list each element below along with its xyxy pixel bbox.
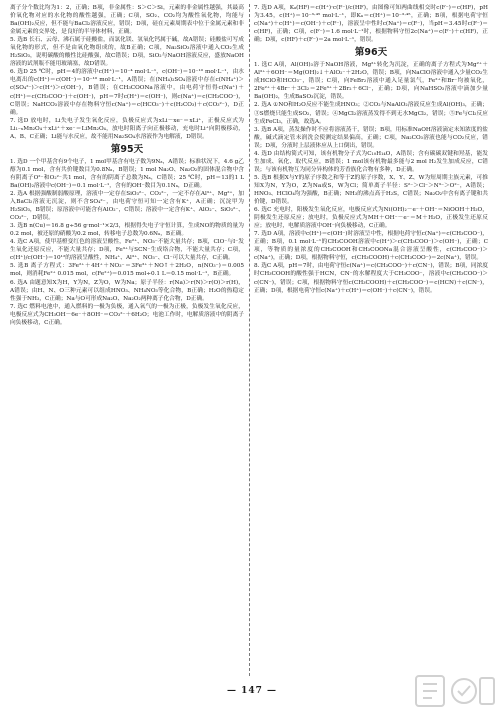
page-number: — 147 — bbox=[226, 686, 278, 696]
answer-paragraph: 6. 选D 25 ℃时，pH＝4的溶液中c(H⁺)＝10⁻⁴ mol·L⁻¹，c(OH⁻)＝10⁻¹⁰ mol·L⁻¹，由水电离出的c(H⁺)＝c(OH⁻)＝10⁻¹⁰ mol·L⁻¹，A错误；在(NH₄)₂SO₄溶液中存在c(NH₄⁺)＞c(SO₄²⁻)＞c(H⁺)＞c(OH⁻)，B错误；在CH₃COONa溶液中，由电荷守恒得c(Na⁺)＋c(H⁺)＝c(CH₃COO⁻)＋c(OH⁻)，pH＝7时c(H⁺)＝c(OH⁻)，则c(Na⁺)＝c(CH₃COO⁻)，C错误；NaHCO₃溶液中存在物料守恒c(Na⁺)＝c(HCO₃⁻)＋c(H₂CO₃)＋c(CO₃²⁻)，D正确。 bbox=[10, 69, 244, 116]
answer-paragraph: 2. 选A 根据强酸制弱酸原理，溶液中一定存在SiO₃²⁻、CO₃²⁻，一定不存在Al³⁺、Mg²⁺，加入BaCl₂溶液无沉淀，则不含SO₄²⁻，由电荷守恒可知一定含有K⁺，A正确；沉淀甲为H₂SiO₃，B错误；原溶液中可能含有AlO₂⁻，C错误；溶液中一定含有K⁺、AlO₂⁻、SiO₃²⁻、CO₃²⁻，D错误。 bbox=[10, 190, 244, 222]
left-column bbox=[10, 4, 244, 676]
section-heading: 第96天 bbox=[354, 47, 388, 59]
answer-paragraph: 5. 选B 根据X与Y的原子序数之和等于Z的原子序数，X、Y、Z、W为短周期主族元素，可推知X为N，Y为O，Z为Na或S，W为Cl；简单离子半径：S²⁻＞Cl⁻＞N³⁻＞O²⁻，A错误；HNO₃、HClO₄均为强酸，B正确；NH₃的沸点高于H₂S，C错误；Na₂O₂中含有离子键和共价键，D错误。 bbox=[254, 174, 488, 206]
right-column bbox=[254, 4, 488, 676]
answer-paragraph: 1. 选D 一个甲基含有9个电子，1 mol甲基含有电子数为9Nₐ，A错误；标准状况下，4.6 g乙醇为0.1 mol，含有共价键数目为0.8Nₐ，B错误；1 mol Na₂O、Na₂O₂的固体混合物中含有阴离子O²⁻和O₂²⁻共1 mol，含有的阴离子总数为Nₐ，C错误；25 ℃时，pH＝13的1 L Ba(OH)₂溶液中c(OH⁻)＝0.1 mol·L⁻¹，含有的OH⁻数目为0.1Nₐ，D正确。 bbox=[10, 158, 244, 189]
answer-paragraph: 6. 选C 充电时，阳极发生氧化反应，电极反应式为Ni(OH)₂－e⁻＋OH⁻＝NiOOH＋H₂O，阴极发生还原反应；放电时，负极反应式为MH＋OH⁻－e⁻＝M＋H₂O，正极发生还原反应；放电时，电解质溶液中OH⁻向负极移动，C正确。 bbox=[254, 207, 488, 230]
answer-paragraph: 5. 选B 离子方程式：3Fe²⁺＋4H⁺＋NO₃⁻＝3Fe³⁺＋NO↑＋2H₂O，n(NO₃⁻)＝0.005 mol，则消耗Fe²⁺ 0.015 mol，c(Fe²⁺)＝0.015 mol÷0.1 L＝0.15 mol·L⁻¹，B正确。 bbox=[10, 263, 244, 278]
answer-paragraph: 2. 选A ①NO和H₂O反应不能生成HNO₃；②CO₂与NaAlO₂溶液反应生成Al(OH)₃，正确；③S燃烧只能生成SO₂，错误；④MgCl₂溶液蒸发得不到无水MgCl₂，错误；⑤Fe与Cl₂反应生成FeCl₃，正确，故选A。 bbox=[254, 102, 488, 125]
answer-paragraph: 7. 选D A项，溶液中c(H⁺)＝c(OH⁻)时溶液呈中性，根据电荷守恒c(Na⁺)＝c(CH₃COO⁻)，正确；B项，0.1 mol·L⁻¹的CH₃COOH溶液中c(H⁺)＞c(CH₃COO⁻)＞c(OH⁻)，正确；C项，等物质的量浓度的CH₃COOH和CH₃COONa混合溶液呈酸性，c(CH₃COO⁻)＞c(Na⁺)，正确；D项，根据物料守恒，c(CH₃COOH)＋c(CH₃COO⁻)＝2c(Na⁺)，错误。 bbox=[254, 231, 488, 262]
answer-paragraph: 4. 选D 由结构简式可知，该有机物分子式为C₁₀H₁₄O，A错误；含有碳碳双键和羟基，能发生加成、氧化、取代反应，B错误；1 mol该有机物最多能与2 mol H₂发生加成反应，C错误；与该有机物互为同分异构体的芳香族化合物有多种，D正确。 bbox=[254, 150, 488, 173]
answer-paragraph: 3. 选B A项，蒸发操作时不应将溶液蒸干，错误；B项，用标准NaOH溶液滴定未知浓度的盐酸，碱式滴定管未润洗会使测定结果偏高，正确；C项，Na₂CO₃溶液也能与CO₂反应，错误；D项，分液时上层液体应从上口倒出，错误。 bbox=[254, 126, 488, 149]
watermark-logo-icon bbox=[414, 672, 498, 712]
answer-paragraph: 7. 选D 放电时，Li失电子发生氧化反应，负极反应式为xLi－xe⁻＝xLi⁺，正极反应式为Li₁₋ₓMn₂O₄＋xLi⁺＋xe⁻＝LiMn₂O₄，放电时阳离子向正极移动，充电时Li⁺向阴极移动，A、B、C正确；Li能与水反应，故不能用Na₂SO₄水溶液作为电解液，D错误。 bbox=[10, 117, 244, 140]
answer-paragraph: 8. 选C A项，pH＝7时，由电荷守恒c(Na⁺)＝c(CH₃COO⁻)＋c(CN⁻)，错误；B项，同浓度时CH₃COOH的酸性强于HCN，CN⁻的水解程度大于CH₃COO⁻，溶液中c(CH₃COO⁻)＞c(CN⁻)，错误；C项，根据物料守恒c(CH₃COOH)＋c(CH₃COO⁻)＝c(HCN)＋c(CN⁻)，正确；D项，根据电荷守恒c(Na⁺)＋c(H⁺)＝c(OH⁻)＋c(CN⁻)，错误。 bbox=[254, 263, 488, 294]
column-divider bbox=[249, 4, 250, 676]
answer-paragraph: 3. 选B n(Cu)＝16.8 g÷56 g·mol⁻¹×2/3，根据得失电子守恒计算，生成NO的物质的量为0.2 mol，被还原的硝酸为0.2 mol，转移电子总数为0.6Nₐ，B正确。 bbox=[10, 223, 244, 238]
answer-page bbox=[10, 4, 494, 704]
answer-paragraph: 7. 选C 燃料电池中，通入燃料的一极为负极，通入氧气的一极为正极，负极发生氧化反应，电极反应式为CH₃OH－6e⁻＋8OH⁻＝CO₃²⁻＋6H₂O；电池工作时，电解质溶液中的阴离子向负极移动，C正确。 bbox=[10, 303, 244, 326]
answer-paragraph: 4. 选C A项，使甲基橙变红色的溶液呈酸性，Fe²⁺、NO₃⁻不能大量共存；B项，ClO⁻与I⁻发生氧化还原反应，不能大量共存；D项，Fe³⁺与SCN⁻生成络合物，不能大量共存；C项，c(H⁺)/c(OH⁻)＝10¹²的溶液呈酸性，NH₄⁺、Al³⁺、NO₃⁻、Cl⁻可以大量共存，C正确。 bbox=[10, 239, 244, 262]
answer-paragraph: 7. 选D A项，Kₐ(HF)＝c(H⁺)·c(F⁻)/c(HF)，由图像可知两曲线相交时c(F⁻)＝c(HF)，pH为3.45，c(H⁺)＝10⁻³·⁴⁵ mol·L⁻¹，即Kₐ＝c(H⁺)＝10⁻³·⁴⁵，正确；B项，根据电荷守恒c(Na⁺)＋c(H⁺)＝c(OH⁻)＋c(F⁻)，溶液呈中性时c(Na⁺)＝c(F⁻)，当pH＝3.45时c(F⁻)＝c(HF)，正确；C项，c(F⁻)＝1.6 mol·L⁻¹时，根据物料守恒2c(Na⁺)＝c(F⁻)＋c(HF)，正确；D项，c(HF)＋c(F⁻)＝2a mol·L⁻¹，错误。 bbox=[254, 5, 488, 44]
answer-paragraph: 5. 选B 长石、云母、沸石属于硅酸盐，而氯化镁、氢氧化钙属于碱，故A错误；硅酸盐可写成氧化物的形式，但不是由氧化物组成的，故B正确；C项，Na₂SiO₃溶液中通入CO₂生成H₂SiO₃，说明碳酸的酸性比硅酸强，故C错误；D项，SiO₂与NaOH溶液反应，盛放NaOH溶液的试剂瓶不能用玻璃塞，故D错误。 bbox=[10, 37, 244, 68]
answer-paragraph: 1. 选C A项，Al(OH)₃溶于NaOH溶液，Mg²⁺转化为沉淀，正确的离子方程式为Mg²⁺＋Al³⁺＋6OH⁻＝Mg(OH)₂↓＋AlO₂⁻＋2H₂O，错误；B项，向NaClO溶液中通入少量CO₂生成HClO和HCO₃⁻，错误；C项，向FeBr₂溶液中通入足量氯气，Fe²⁺和Br⁻均被氧化，2Fe²⁺＋4Br⁻＋3Cl₂＝2Fe³⁺＋2Br₂＋6Cl⁻，正确；D项，向NaHSO₃溶液中滴加少量Ba(OH)₂，生成BaSO₃沉淀，错误。 bbox=[254, 62, 488, 101]
answer-paragraph: 6. 选A 由题意知X为H，Y为N，Z为O，W为Na；原子半径：r(Na)＞r(N)＞r(O)＞r(H)，A错误；由H、N、O三种元素可以组成HNO₃、NH₄NO₃等化合物，B正确；H₂O的热稳定性强于NH₃，C正确；Na与O可形成Na₂O、Na₂O₂两种离子化合物，D正确。 bbox=[10, 279, 244, 302]
answer-paragraph: 离子分个数比均为1：2，正确；B项，非金属性：S＞C＞Si，元素的非金属性越强，其最高价氧化物对应的水化物的酸性越强，正确；C项，SO₂、CO₂均为酸性氧化物，均能与Ba(OH)₂反应，但不能与BaCl₂溶液反应，错误；D项，硅在元素周期表中位于金属元素和非金属元素的交界处，是良好的半导体材料，正确。 bbox=[10, 5, 244, 36]
section-heading: 第95天 bbox=[110, 143, 144, 155]
